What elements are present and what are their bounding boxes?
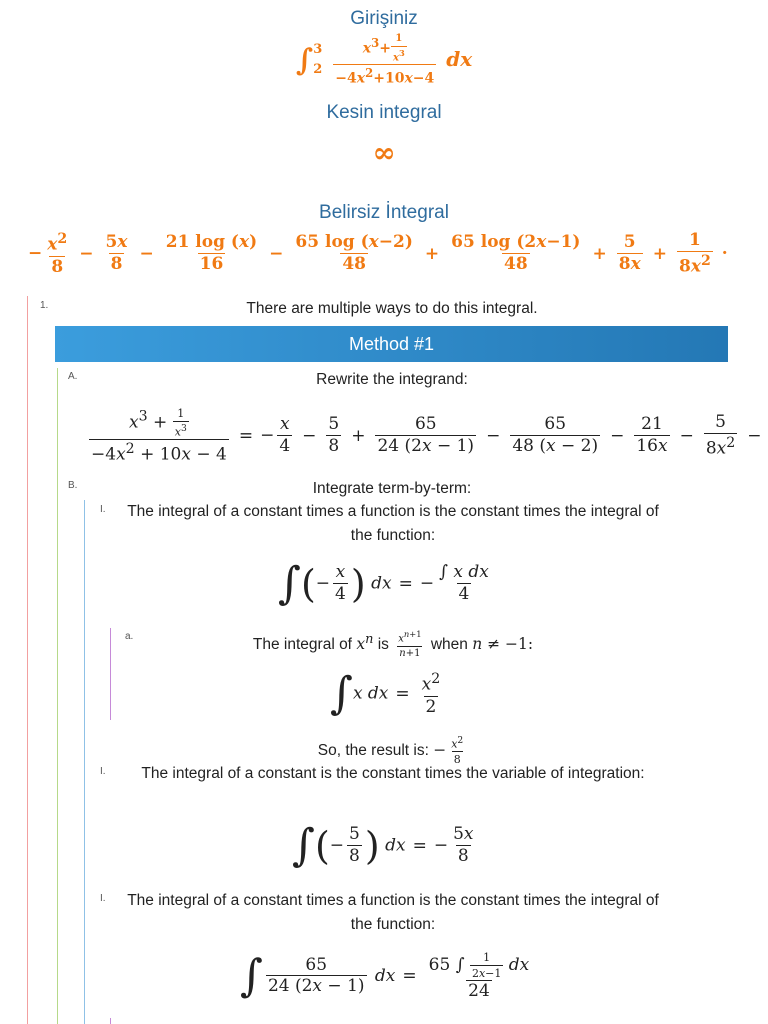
step-b-marker: B. (68, 480, 78, 491)
sub-step-a-marker: a. (125, 631, 134, 642)
term-1-text: The integral of a constant times a function is the constant times the integral of the function: (127, 503, 659, 544)
term-2-equation: ∫(− $\frac{5}{8}$ ) dx = − $\frac{5x}{8}$ (292, 820, 474, 871)
method-1-header: Method #1 (55, 326, 728, 362)
so-result-value: − $\frac{x^2}{8}$ (433, 735, 464, 767)
term-3-text: The integral of a constant times a function is the constant times the integral of the function: (127, 892, 659, 933)
step-guide-line-red (27, 296, 28, 1024)
definite-title: Kesin integral (326, 102, 442, 123)
sub-guide-line-purple-1 (110, 628, 111, 720)
term-2-marker: I. (100, 766, 106, 777)
power-rule-text-2: is (377, 636, 389, 654)
term-1-equation: ∫(− $\frac{x}{4}$ ) dx = − $\frac{\text{∫ x dx}}{4}$ (278, 558, 489, 609)
input-title: Girişiniz (350, 8, 418, 29)
term-1-marker: I. (100, 504, 106, 515)
step-1-marker: 1. (40, 300, 49, 311)
power-rule-fraction: $\frac{x^{n+1}}{n+1}$ (398, 629, 422, 660)
power-rule-text (118, 628, 668, 660)
indefinite-title: Belirsiz İntegral (319, 202, 449, 223)
power-rule-equation: ∫x dx = $\frac{x^2}{2}$ (330, 668, 441, 720)
input-integral-expression: ∫ 3 2 $x^3+$ $\frac{1}{x^3}$ $-4x^2+10x-4$ dx (295, 33, 473, 87)
indefinite-result-expression: − $\frac{x^2}{8}$ − $\frac{5x}{8}$ − $\frac{21 \log (x)}{16}$ − $\frac{65 \log (x-2)}{48}$ + $\frac{65 \log (2x-1)}{48}$ + $\frac{5}{8x}$ + $\frac{1}{8x^2}$ · (28, 230, 728, 277)
step-b-text: Integrate term-by-term: (312, 480, 472, 497)
so-result-text: So, the result is: (317, 741, 429, 759)
definite-result: ∞ (372, 136, 396, 169)
step-1-text: There are multiple ways to do this integral. (246, 300, 538, 317)
term-3-marker: I. (100, 893, 106, 904)
power-rule-text-1: The integral of (252, 636, 352, 654)
method-guide-line-green (57, 368, 58, 1024)
term-2-text: The integral of a constant is the constant times the variable of integration: (141, 765, 645, 782)
step-a-marker: A. (68, 371, 78, 382)
power-rule-condition: n ≠ −1: (472, 635, 534, 654)
power-rule-xn: $x^n$ (356, 632, 374, 654)
power-rule-text-3: when (430, 636, 468, 654)
term-guide-line-blue (84, 500, 85, 1024)
sub-guide-line-purple-2 (110, 1018, 111, 1024)
rewritten-integrand-equation: $x^3$ + $\frac{1}{x^3}$ $-4x^2 + 10x - 4$ = − $\frac{x}{4}$ − $\frac{5}{8}$ + $\frac{65}{24 (2x - 1)}$ − $\frac{65}{48 (x - 2)}$ − $\frac{21}{16x}$ − $\frac{5}{8x^2}$ − (91, 407, 762, 465)
step-a-text: Rewrite the integrand: (316, 371, 468, 388)
term-3-equation: ∫ $\frac{65}{24 (2x - 1)}$ dx = 65 ∫ $\frac{1}{2x-1}$ dx 24 (240, 950, 530, 1002)
